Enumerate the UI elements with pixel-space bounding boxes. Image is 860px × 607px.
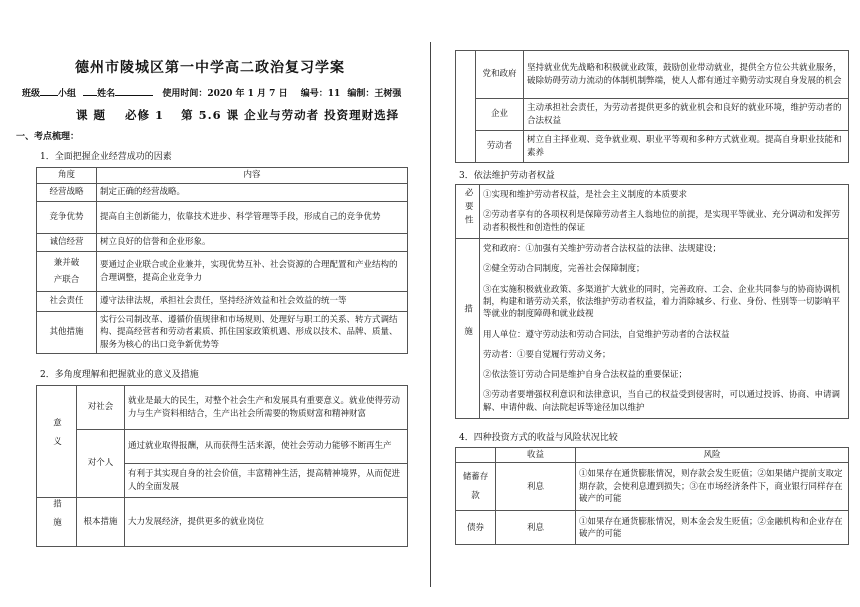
society-label: 对社会 [77, 386, 125, 430]
row-content: 提高自主创新能力，依靠技术进步、科学管理等手段，形成自己的竞争优势 [97, 202, 408, 234]
measures-content [480, 239, 849, 419]
col-header-income: 收益 [496, 448, 576, 463]
row-content: 实行公司制改革、遵循价值规律和市场规则、处理好与职工的关系、转方式调结构、提高经营者和劳动者素质、抓住国家政策机遇、形成以技术、品牌、质量、服务为核心的出口竞争新优势等 [97, 312, 408, 354]
investment-risk: ①如果存在通货膨胀情况，则本金会发生贬值；②金融机构和企业存在破产的可能 [576, 511, 849, 545]
employment-measures-table [455, 50, 849, 163]
topic-book: 必修 1 [125, 108, 165, 122]
employment-table [36, 385, 408, 547]
corner-cell [456, 448, 496, 463]
name-label: 姓名 [97, 89, 116, 99]
row-label: 党和政府 [476, 51, 524, 99]
row-label: 企业 [476, 99, 524, 131]
investment-name: 储蓄存款 [456, 463, 496, 511]
row-label: 社会责任 [37, 292, 97, 312]
necessity-content [480, 185, 849, 239]
measure-item: ②健全劳动合同制度，完善社会保障制度； [483, 264, 645, 275]
investment-income: 利息 [496, 463, 576, 511]
measures-label [456, 239, 480, 419]
info-line [22, 86, 401, 99]
blank-cell [456, 51, 476, 163]
s2-heading: 2．多角度理解和把握就业的意义及措施 [40, 370, 199, 380]
necessity-item: ②劳动者享有的各项权利是保障劳动者主人翁地位的前提，是实现平等就业、充分调动和发挥劳动者积极性和创造性的保证 [483, 210, 841, 233]
group-label: 小组 [58, 89, 77, 99]
individual-label: 对个人 [77, 430, 125, 498]
measures-label [37, 498, 77, 547]
row-content: 主动承担社会责任，为劳动者提供更多的就业机会和良好的就业环境，维护劳动者的合法权益 [524, 99, 849, 131]
meaning-text: 意义 [51, 418, 62, 456]
row-content: 要通过企业联合或企业兼并，实现优势互补、社会资源的合理配置和产业结构的合理调整，提高企业竞争力 [97, 252, 408, 292]
name-pre-blank[interactable] [83, 95, 97, 96]
class-blank[interactable] [40, 95, 58, 96]
s3-heading: 3．依法维护劳动者权益 [459, 171, 555, 181]
author-text: 编制：王树强 [347, 89, 402, 99]
topic-text: 第 5.6 课 企业与劳动者 投资理财选择 [181, 108, 400, 122]
rights-table [455, 184, 849, 419]
measure-item: 用人单位：遵守劳动法和劳动合同法，自觉维护劳动者的合法权益 [483, 329, 730, 340]
s1-heading: 1．全面把握企业经营成功的因素 [40, 152, 172, 162]
measure-item: 党和政府：①加强有关维护劳动者合法权益的法律、法规建设； [483, 243, 722, 254]
date-text: 使用时间：2020 年 1 月 7 日 [162, 89, 288, 99]
measures-text: 措施 [462, 303, 473, 349]
individual-text-1: 通过就业取得报酬，从而获得生活来源，使社会劳动力能够不断再生产 [125, 430, 408, 464]
col-header-angle: 角度 [37, 168, 97, 184]
row-label-line: 产联合 [53, 274, 80, 285]
meaning-label [37, 386, 77, 498]
measures-text: 措施 [51, 499, 62, 536]
row-content: 坚持就业优先战略和积极就业政策，鼓励创业带动就业，提供全方位公共就业服务，破除妨碍劳动力流动的体制机制弊端，使人人都有通过辛勤劳动实现自身发展的机会 [524, 51, 849, 99]
root-text: 大力发展经济，提供更多的就业岗位 [125, 498, 408, 547]
row-content: 遵守法律法规，承担社会责任，坚持经济效益和社会效益的统一等 [97, 292, 408, 312]
topic-line [76, 107, 399, 123]
measure-item: ③劳动者要增强权利意识和法律意识，当自己的权益受到侵害时，可以通过投诉、协商、申请调解、申请仲裁、向法院起诉等途径加以维护 [483, 390, 841, 413]
row-label: 诚信经营 [37, 234, 97, 252]
row-content: 树立自主择业观、竞争就业观、职业平等观和多种方式就业观。提高自身职业技能和素养 [524, 131, 849, 163]
measure-item: ③在实施积极就业政策、多渠道扩大就业的同时，完善政府、工会、企业共同参与的协商协调机制，构建和谐劳动关系，依法维护劳动者权益，着力消除城乡、行业、身份、性别等一切影响平等就业的制度障碍和就业歧视 [483, 284, 841, 320]
measure-item: 劳动者：①要自觉履行劳动义务； [483, 349, 611, 360]
s4-heading: 4．四种投资方式的收益与风险状况比较 [459, 433, 618, 443]
page-title: 德州市陵城区第一中学高二政治复习学案 [75, 60, 345, 76]
name-blank[interactable] [115, 95, 153, 96]
row-content: 树立良好的信誉和企业形象。 [97, 234, 408, 252]
number-text: 编号：11 [300, 89, 341, 99]
success-factors-table [36, 167, 408, 354]
necessity-label [456, 185, 480, 239]
necessity-item: ①实现和维护劳动者权益，是社会主义制度的本质要求 [483, 190, 688, 201]
row-label: 经营战略 [37, 184, 97, 202]
society-text: 就业是最大的民生，对整个社会生产和发展具有重要意义。就业使得劳动力与生产资料相结合，生产出社会所需要的物质财富和精神财富 [125, 386, 408, 430]
col-header-risk: 风险 [576, 448, 849, 463]
row-label-line: 兼并破 [53, 257, 80, 268]
column-divider [430, 42, 431, 587]
row-label: 竞争优势 [37, 202, 97, 234]
row-label [37, 252, 97, 292]
section-heading: 一、考点梳理： [16, 132, 80, 142]
investment-table [455, 447, 849, 545]
row-label: 劳动者 [476, 131, 524, 163]
col-header-content: 内容 [97, 168, 408, 184]
row-label: 其他措施 [37, 312, 97, 354]
necessity-text: 必要性 [463, 188, 474, 229]
measure-item: ②依法签订劳动合同是维护自身合法权益的重要保证； [483, 370, 688, 381]
row-content: 制定正确的经营战略。 [97, 184, 408, 202]
root-label: 根本措施 [77, 498, 125, 547]
investment-risk: ①如果存在通货膨胀情况，则存款会发生贬值；②如果储户提前支取定期存款，会使利息遭到损失；③在市场经济条件下，商业银行同样存在破产的可能 [576, 463, 849, 511]
topic-label: 课 题 [76, 108, 107, 122]
class-label: 班级 [22, 89, 41, 99]
investment-name: 债券 [456, 511, 496, 545]
individual-text-2: 有利于其实现自身的社会价值，丰富精神生活，提高精神境界，从而促进人的全面发展 [125, 464, 408, 498]
investment-income: 利息 [496, 511, 576, 545]
